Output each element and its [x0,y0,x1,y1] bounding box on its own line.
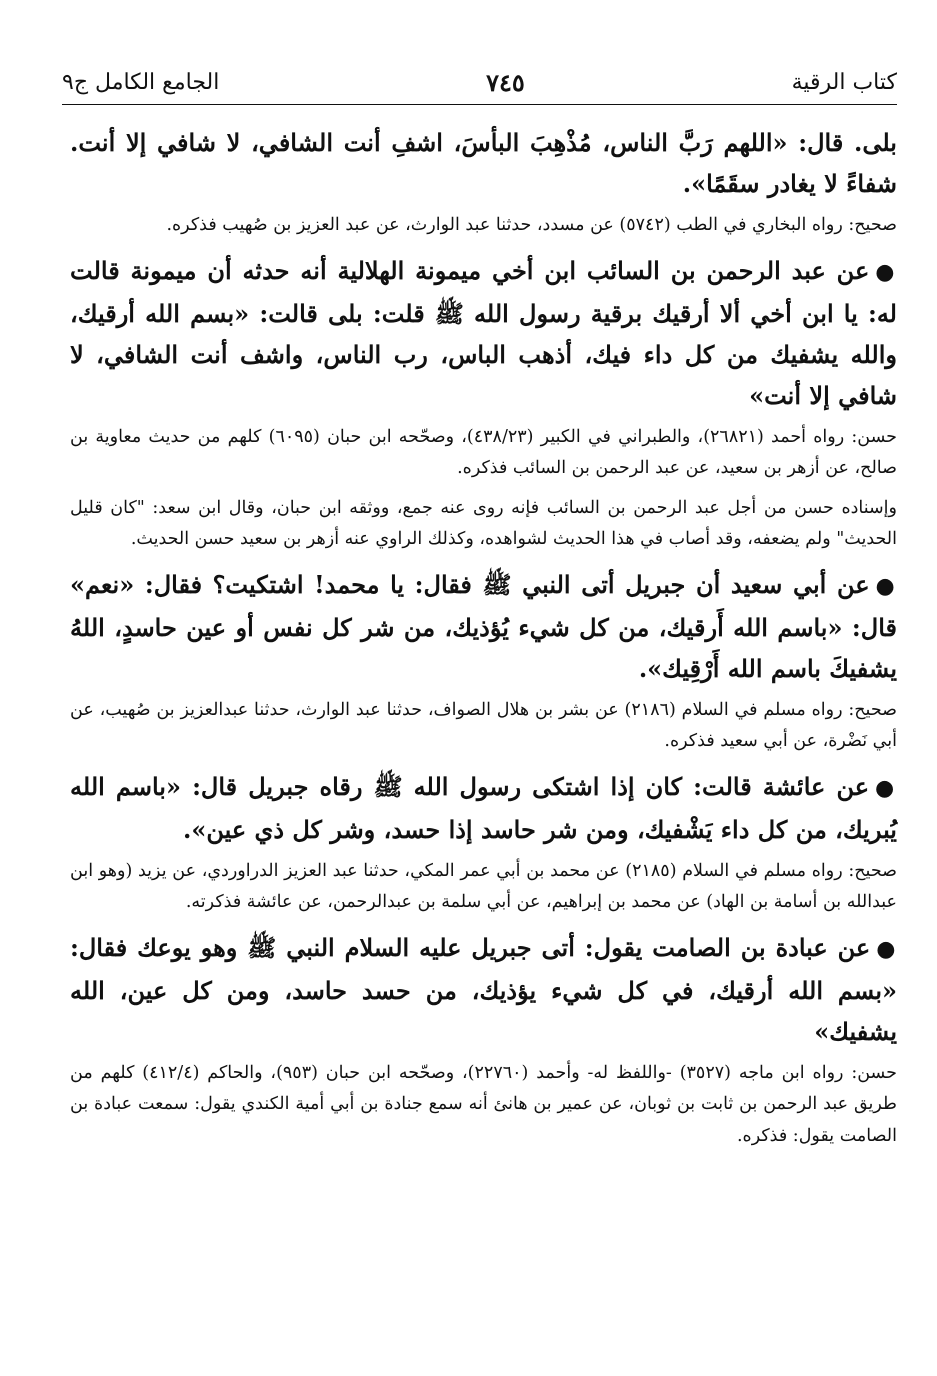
bullet-icon: ● [875,774,897,801]
hadith-text [70,766,897,850]
hadith-text [70,927,897,1052]
header-rule [62,104,897,105]
hadith-text [70,564,897,689]
book-title: الجامع الكامل ج٩ [62,70,220,95]
grading-note: حسن: رواه ابن ماجه (٣٥٢٧) -واللفظ له- وأحمد (٢٢٧٦٠)، وصحّحه ابن حبان (٩٥٣)، والحاكم (٤١٢/٤) كلهم من طريق عبد الرحمن بن ثابت بن ثوبان، عن عمير بن هانئ أنه سمع جنادة بن أبي أمية الكندي يقول: سمعت عبادة بن الصامت يقول: فذكره. [70,1062,897,1146]
bullet-icon: ● [876,935,898,962]
grading-note: صحيح: رواه مسلم في السلام (٢١٨٥) عن محمد بن أبي عمر المكي، حدثنا عبد العزيز الدراوردي، عن يزيد (وهو ابن عبدالله بن أسامة بن الهاد) عن محمد بن إبراهيم، عن أبي سلمة بن عبدالرحمن، عن عائشة فذكرته. [70,860,897,912]
hadith-body: بلى. قال: «اللهم رَبَّ الناس، مُذْهِبَ البأسَ، اشفِ أنت الشافي، لا شافي إلا أنت. شفاءً لا يغادر سقَمًا». [70,128,897,198]
hadith-text [70,122,897,204]
hadith-body: عن عائشة قالت: كان إذا اشتكى رسول الله ﷺ رقاه جبريل قال: «باسم الله يُبريك، من كل داء يَشْفيك، ومن شر حاسد إذا حسد، وشر كل ذي عين». [70,771,897,844]
running-header [62,58,897,98]
chapter-title: كتاب الرقية [791,70,897,95]
grading-note: صحيح: رواه مسلم في السلام (٢١٨٦) عن بشر بن هلال الصواف، حدثنا عبد الوارث، حدثنا عبدالعزيز بن صُهيب، عن أبي نَضْرة، عن أبي سعيد فذكره. [70,699,897,751]
bullet-icon: ● [875,572,897,599]
hadith-body: عن عبد الرحمن بن السائب ابن أخي ميمونة الهلالية أنه حدثه أن ميمونة قالت له: يا ابن أخي ألا أرقيك برقية رسول الله ﷺ قلت: بلى قالت: «بسم الله أرقيك، والله يشفيك من كل داء فيك، أذهب الباس، رب الناس، واشف أنت الشافي، لا شافي إلا أنت» [70,255,897,410]
hadith-body: عن أبي سعيد أن جبريل أتى النبي ﷺ فقال: يا محمد! اشتكيت؟ فقال: «نعم» قال: «باسم الله أَرقيك، من كل شيء يُؤذيك، من شر كل نفس أو عين حاسدٍ، اللهُ يشفيكَ باسم الله أَرْقِيك». [70,569,897,683]
hadith-body: عن عبادة بن الصامت يقول: أتى جبريل عليه السلام النبي ﷺ وهو يوعك فقال: «بسم الله أرقيك، في كل شيء يؤذيك، من حسد حاسد، ومن كل عين، الله يشفيك» [70,932,897,1046]
commentary-note: وإسناده حسن من أجل عبد الرحمن بن السائب فإنه روى عنه جمع، ووثقه ابن حبان، وقال ابن سعد: "كان قليل الحديث" ولم يضعفه، وقد أصاب في هذا الحديث لشواهده، وكذلك الراوي عنه أزهر بن سعيد حسن الحديث. [70,497,897,549]
bullet-icon: ● [875,258,897,285]
hadith-text [70,250,897,416]
grading-note: صحيح: رواه البخاري في الطب (٥٧٤٢) عن مسدد، حدثنا عبد الوارث، عن عبد العزيز بن صُهيب فذكره. [166,215,897,235]
page-number: ٧٤٥ [486,68,525,97]
page-body [70,122,897,1160]
grading-note: حسن: رواه أحمد (٢٦٨٢١)، والطبراني في الكبير (٤٣٨/٢٣)، وصحّحه ابن حبان (٦٠٩٥) كلهم من حديث معاوية بن صالح، عن أزهر بن سعيد، عن عبد الرحمن بن السائب فذكره. [70,426,898,478]
